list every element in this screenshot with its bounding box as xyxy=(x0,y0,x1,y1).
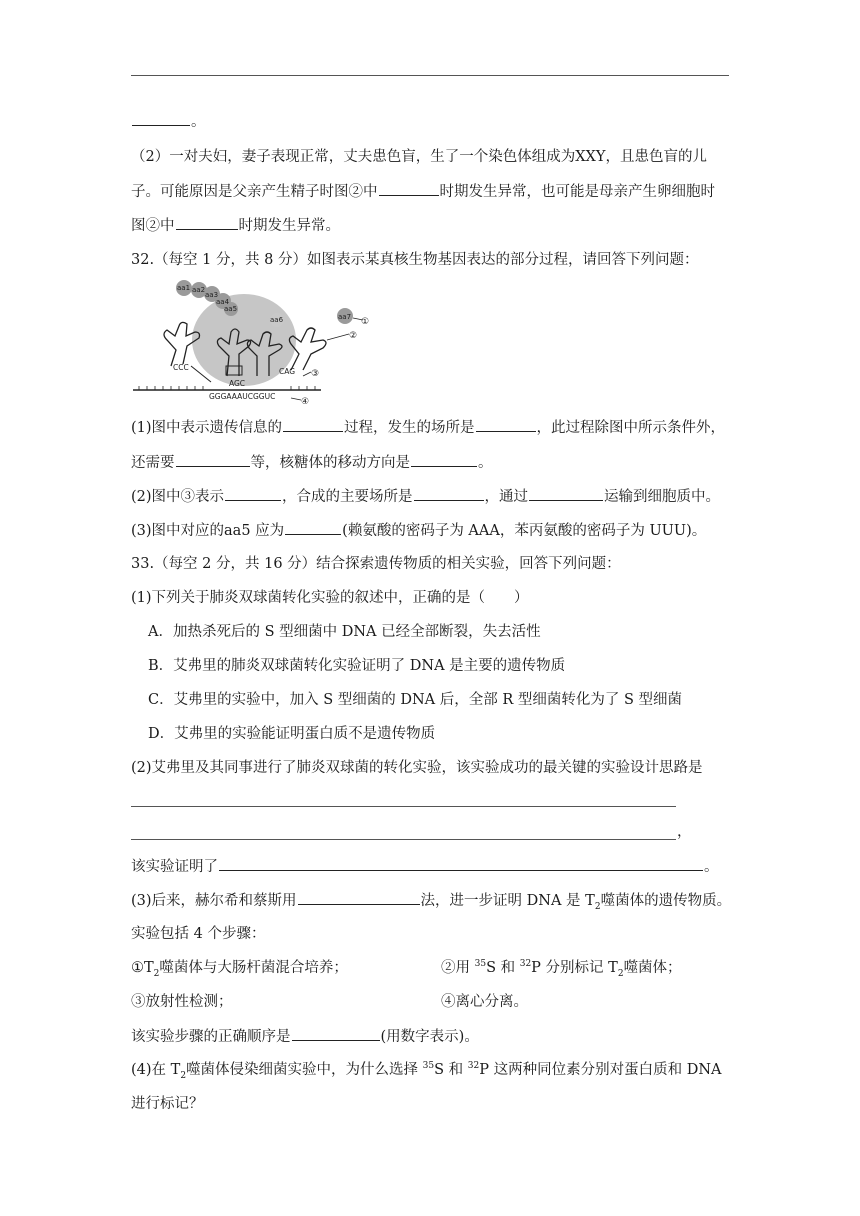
answer-blank xyxy=(298,890,420,905)
answer-blank xyxy=(285,520,341,535)
q31-part2-line1: （2）一对夫妇，妻子表现正常，丈夫患色盲，生了一个染色体组成为XXY，且患色盲的儿 xyxy=(131,149,707,165)
aa-label: aa7 xyxy=(338,313,352,321)
option-d: D．艾弗里的实验能证明蛋白质不是遗传物质 xyxy=(148,726,436,742)
answer-line xyxy=(131,806,676,807)
mrna-sequence: GGGAAAUCGGUC xyxy=(209,392,276,401)
aa-label: aa4 xyxy=(216,298,230,306)
q32-sub1-line2: 还需要 等，核糖体的移动方向是 。 xyxy=(131,452,493,473)
aa-label: aa3 xyxy=(205,291,219,299)
q33-sub2: (2)艾弗里及其同事进行了肺炎双球菌的转化实验，该实验成功的最关键的实验设计思路是 xyxy=(131,760,703,776)
answer-blank xyxy=(476,417,536,432)
option-b: B．艾弗里的肺炎双球菌转化实验证明了 DNA 是主要的遗传物质 xyxy=(148,658,566,674)
q33-sub1: (1)下列关于肺炎双球菌转化实验的叙述中，正确的是（ ） xyxy=(131,590,529,606)
answer-blank xyxy=(176,452,250,467)
anticodon-label: CAG xyxy=(279,367,296,376)
answer-blank xyxy=(529,486,603,501)
q33-proof: 该实验证明了 。 xyxy=(131,856,719,877)
q33-sub4-line1: (4)在 $T_2$噬菌体侵染细菌实验中，为什么选择 $^{35}$S 和 $^{32}$P 这两种同位素分别对蛋白质和 DNA xyxy=(131,1061,722,1081)
answer-blank xyxy=(292,1026,380,1041)
aa-label: aa1 xyxy=(177,284,191,292)
q33-steps-intro: 实验包括 4 个步骤： xyxy=(131,926,266,942)
answer-blank xyxy=(176,215,238,230)
q33-sub2-comma: ， xyxy=(677,824,692,840)
aa-label: aa6 xyxy=(270,316,284,324)
answer-line xyxy=(131,839,676,840)
answer-blank xyxy=(379,181,439,196)
step-1: $①T_2$噬菌体与大肠杆菌混合培养； xyxy=(131,960,348,979)
q32-sub1-line1: (1)图中表示遗传信息的 过程，发生的场所是 ，此过程除图中所示条件外， xyxy=(131,417,725,438)
step-3: ③放射性检测； xyxy=(131,994,233,1010)
option-c: C．艾弗里的实验中，加入 S 型细菌的 DNA 后，全部 R 型细菌转化为了 S 型细菌 xyxy=(148,692,683,708)
answer-blank xyxy=(414,486,484,501)
codon-label: AGC xyxy=(229,379,246,388)
answer-line xyxy=(131,75,729,76)
callout-number: ① xyxy=(361,317,370,327)
q33-order: 该实验步骤的正确顺序是 (用数字表示)。 xyxy=(131,1026,479,1047)
q32-header: 32.（每空 1 分，共 8 分）如图表示某真核生物基因表达的部分过程，请回答下列问题： xyxy=(131,252,699,268)
option-a: A．加热杀死后的 S 型细菌中 DNA 已经全部断裂，失去活性 xyxy=(148,624,541,640)
step-2: ②用 $^{35}$S 和 $^{32}$P 分别标记 $T_2$噬菌体； xyxy=(441,959,682,979)
q33-sub4-line2: 进行标记？ xyxy=(131,1096,204,1112)
callout-number: ③ xyxy=(311,369,320,379)
callout-number: ② xyxy=(349,331,358,341)
aa-label: aa5 xyxy=(224,305,238,313)
callout-number: ④ xyxy=(301,397,310,407)
q33-sub3: (3)后来，赫尔希和蔡斯用 法，进一步证明 DNA 是 $T_2$噬菌体的遗传物质。 xyxy=(131,890,731,911)
answer-blank xyxy=(219,856,703,871)
q31-part2-line3: 图②中 时期发生异常。 xyxy=(131,215,340,236)
q31-line-end: 。 xyxy=(131,111,206,132)
q32-sub3: (3)图中对应的aa5 应为 (赖氨酸的密码子为 AAA，苯丙氨酸的密码子为 UUU)。 xyxy=(131,520,706,541)
answer-blank xyxy=(132,111,190,126)
answer-blank xyxy=(225,486,281,501)
translation-diagram xyxy=(131,278,376,410)
answer-blank xyxy=(283,417,343,432)
q31-part2-line2: 子。可能原因是父亲产生精子时图②中 时期发生异常，也可能是母亲产生卵细胞时 xyxy=(131,181,715,202)
q33-header: 33.（每空 2 分，共 16 分）结合探索遗传物质的相关实验，回答下列问题： xyxy=(131,556,621,572)
step-4: ④离心分离。 xyxy=(441,994,528,1010)
aa-label: aa2 xyxy=(192,286,206,294)
q32-sub2: (2)图中③表示 ，合成的主要场所是 ，通过 运输到细胞质中。 xyxy=(131,486,720,507)
answer-blank xyxy=(411,452,477,467)
anticodon-label: CCC xyxy=(173,363,189,372)
